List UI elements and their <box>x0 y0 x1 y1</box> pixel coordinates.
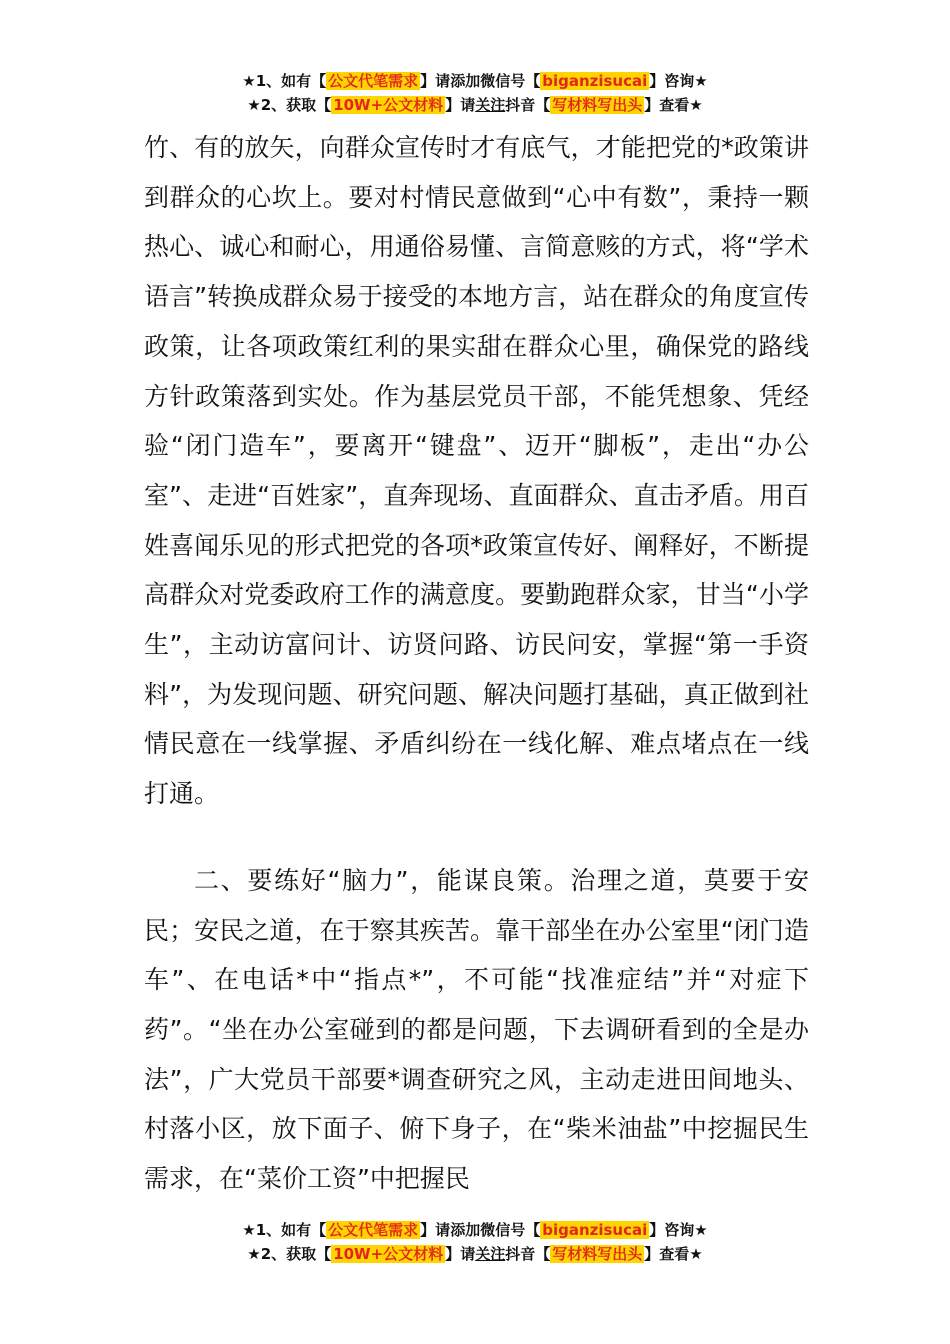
banner-text: ★1、如有【 <box>242 1221 327 1239</box>
header-banner <box>0 69 950 117</box>
banner-text: 抖音【 <box>505 96 551 114</box>
banner-text: ★2、获取【 <box>247 1245 332 1263</box>
banner-text: 微信号【 <box>480 1221 541 1239</box>
banner-highlight: 10W+公文材料 <box>333 1245 444 1263</box>
banner-text: 】请 <box>420 1221 451 1239</box>
banner-highlight: 10W+公文材料 <box>333 96 444 114</box>
banner-emphasis: 关注 <box>475 96 506 114</box>
document-body <box>144 123 809 1204</box>
banner-highlight: 公文代笔需求 <box>328 72 419 90</box>
paragraph-1: 竹、有的放矢，向群众宣传时才有底气，才能把党的*政策讲到群众的心坎上。要对村情民意做到“心中有数”，秉持一颗热心、诚心和耐心，用通俗易懂、言简意赅的方式，将“学术语言”转换成群众易于接受的本地方言，站在群众的角度宣传政策，让各项政策红利的果实甜在群众心里，确保党的路线方针政策落到实处。作为基层党员干部，不能凭想象、凭经验“闭门造车”，要离开“键盘”、迈开“脚板”，走出“办公室”、走进“百姓家”，直奔现场、直面群众、直击矛盾。用百姓喜闻乐见的形式把党的各项*政策宣传好、阐释好，不断提高群众对党委政府工作的满意度。要勤跑群众家，甘当“小学生”，主动访富问计、访贤问路、访民问安，掌握“第一手资料”，为发现问题、研究问题、解决问题打基础，真正做到社情民意在一线掌握、矛盾纠纷在一线化解、难点堵点在一线打通。 <box>144 133 809 809</box>
footer-banner-line-2 <box>0 1242 950 1266</box>
banner-text: 】咨询★ <box>649 1221 708 1239</box>
banner-text: 】咨询★ <box>649 72 708 90</box>
banner-text: 】请 <box>445 96 476 114</box>
paragraph-2: 二、要练好“脑力”，能谋良策。治理之道，莫要于安民；安民之道，在于察其疾苦。靠干部坐在办公室里“闭门造车”、在电话*中“指点*”，不可能“找准症结”并“对症下药”。“坐在办公室碰到的都是问题，下去调研看到的全是办法”，广大党员干部要*调查研究之风，主动走进田间地头、村落小区，放下面子、俯下身子，在“柴米油盐”中挖掘民生需求，在“菜价工资”中把握民 <box>144 865 809 1194</box>
header-banner-line-2 <box>0 93 950 117</box>
banner-emphasis: 添加 <box>450 72 481 90</box>
banner-text: 】请 <box>420 72 451 90</box>
banner-text: 微信号【 <box>480 72 541 90</box>
footer-banner-line-1 <box>0 1218 950 1242</box>
banner-highlight: 公文代笔需求 <box>328 1221 419 1239</box>
banner-text: ★2、获取【 <box>247 96 332 114</box>
banner-text: 抖音【 <box>505 1245 551 1263</box>
banner-text: 】查看★ <box>644 1245 703 1263</box>
banner-emphasis: 添加 <box>450 1221 481 1239</box>
banner-emphasis: 关注 <box>475 1245 506 1263</box>
banner-wechat-id: biganzisucai <box>542 1221 648 1239</box>
banner-text: 】查看★ <box>644 96 703 114</box>
banner-douyin-name: 写材料写出头 <box>552 1245 643 1263</box>
banner-text: ★1、如有【 <box>242 72 327 90</box>
header-banner-line-1 <box>0 69 950 93</box>
footer-banner <box>0 1218 950 1266</box>
banner-text: 】请 <box>445 1245 476 1263</box>
banner-wechat-id: biganzisucai <box>542 72 648 90</box>
paragraph-gap <box>144 819 809 856</box>
banner-douyin-name: 写材料写出头 <box>552 96 643 114</box>
